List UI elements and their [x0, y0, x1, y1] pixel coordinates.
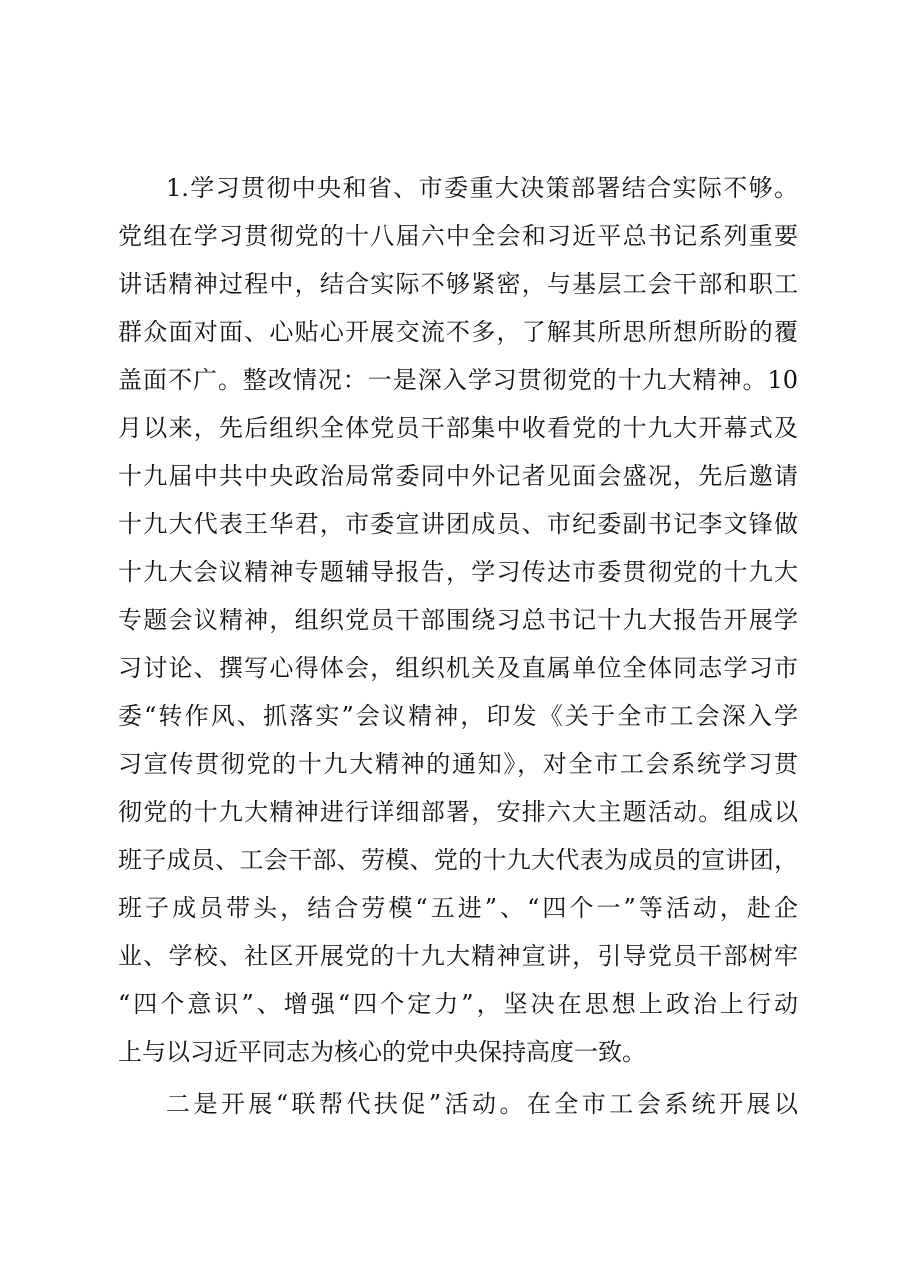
paragraph-line: 专题会议精神，组织党员干部围绕习总书记十九大报告开展学: [118, 606, 798, 634]
paragraph-line: 群众面对面、心贴心开展交流不多，了解其所思所想所盼的覆: [118, 318, 798, 346]
paragraph-line: 十九届中共中央政治局常委同中外记者见面会盛况，先后邀请: [118, 462, 798, 490]
paragraph-line: 二是开展“联帮代扶促”活动。在全市工会系统开展以: [166, 1090, 798, 1118]
paragraph-line: 十九大会议精神专题辅导报告，学习传达市委贯彻党的十九大: [118, 558, 798, 586]
paragraph-line: “四个意识”、增强“四个定力”，坚决在思想上政治上行动: [118, 990, 798, 1018]
paragraph-line: 班子成员带头，结合劳模“五进”、“四个一”等活动，赴企: [118, 894, 798, 922]
paragraph-line: 习宣传贯彻党的十九大精神的通知》，对全市工会系统学习贯: [118, 750, 798, 778]
paragraph-line: 十九大代表王华君，市委宣讲团成员、市纪委副书记李文锋做: [118, 510, 798, 538]
paragraph-line: 彻党的十九大精神进行详细部署，安排六大主题活动。组成以: [118, 798, 798, 826]
paragraph-line: 讲话精神过程中，结合实际不够紧密，与基层工会干部和职工: [118, 270, 798, 298]
paragraph-line: 上与以习近平同志为核心的党中央保持高度一致。: [118, 1038, 646, 1066]
paragraph-line: 盖面不广。整改情况：一是深入学习贯彻党的十九大精神。10: [118, 366, 798, 394]
paragraph-line: 党组在学习贯彻党的十八届六中全会和习近平总书记系列重要: [118, 222, 798, 250]
paragraph-line: 习讨论、撰写心得体会，组织机关及直属单位全体同志学习市: [118, 654, 798, 682]
paragraph-line: 1.学习贯彻中央和省、市委重大决策部署结合实际不够。: [166, 174, 798, 202]
paragraph-line: 委“转作风、抓落实”会议精神，印发《关于全市工会深入学: [118, 702, 798, 730]
paragraph-line: 月以来，先后组织全体党员干部集中收看党的十九大开幕式及: [118, 414, 798, 442]
paragraph-line: 班子成员、工会干部、劳模、党的十九大代表为成员的宣讲团，: [118, 846, 798, 874]
paragraph-line: 业、学校、社区开展党的十九大精神宣讲，引导党员干部树牢: [118, 942, 798, 970]
